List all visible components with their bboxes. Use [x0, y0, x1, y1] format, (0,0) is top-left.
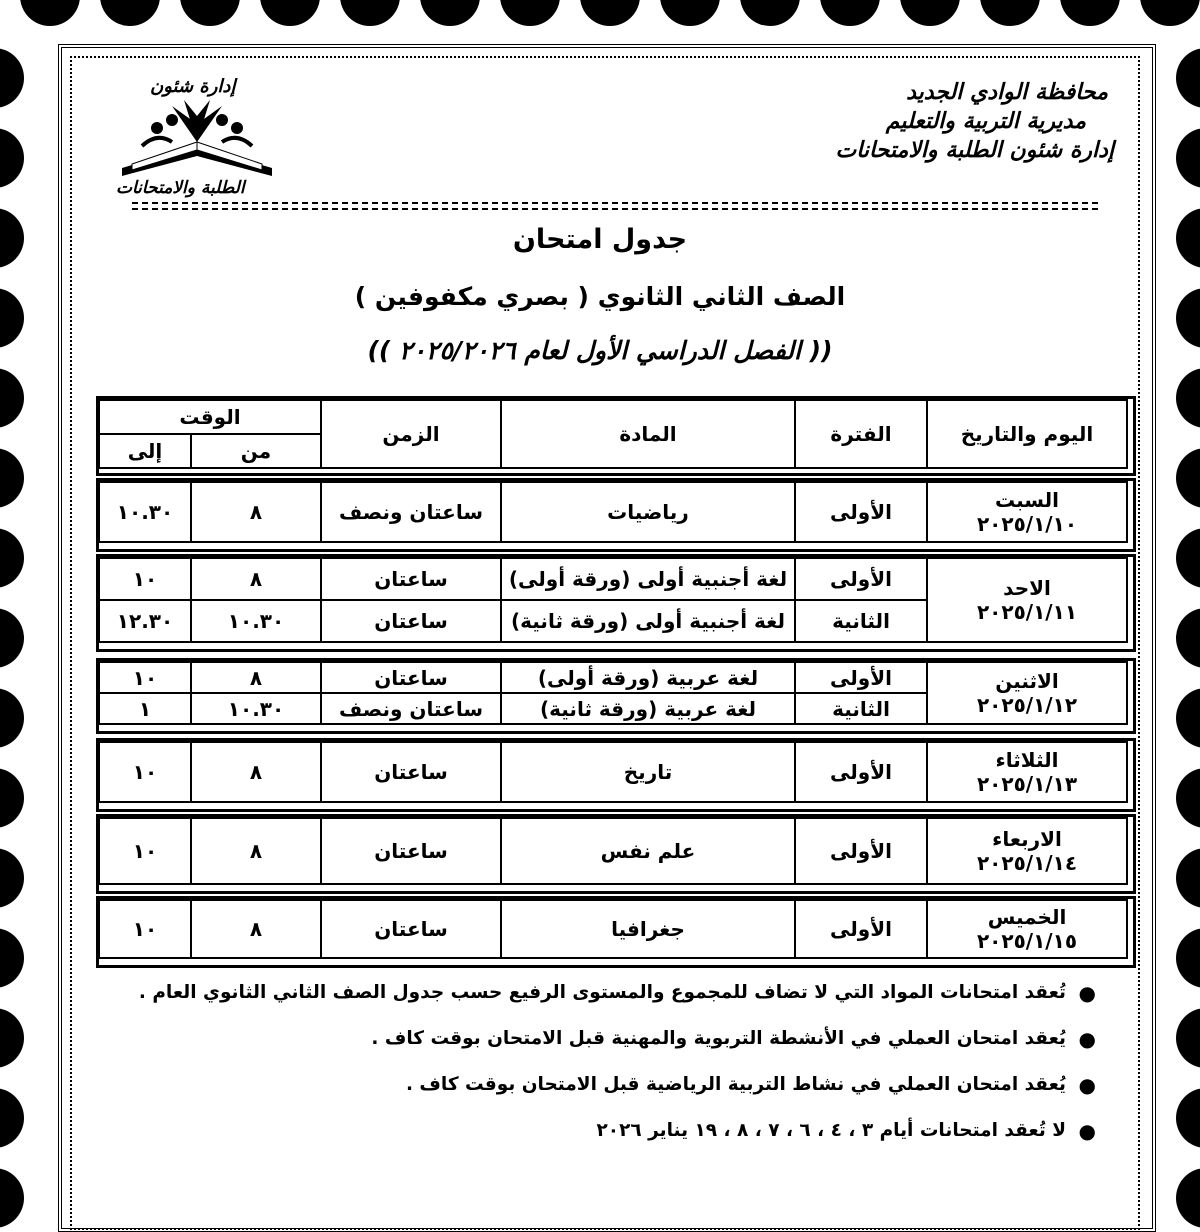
table-row — [99, 662, 1127, 693]
header-divider-2 — [132, 208, 1098, 210]
day-date-cell — [927, 818, 1127, 884]
period-cell: الأولى — [795, 900, 927, 958]
note-text: لا تُعقد امتحانات أيام ٣ ، ٤ ، ٦ ، ٧ ، ٨ ، ١٩ يناير ٢٠٢٦ — [596, 1120, 1066, 1141]
duration-cell: ساعتان — [321, 900, 501, 958]
edge-dot — [820, 0, 880, 26]
subject-cell: جغرافيا — [501, 900, 795, 958]
directorate-name: مديرية التربية والتعليم — [885, 109, 1086, 134]
header-from: من — [191, 434, 321, 468]
edge-dot — [0, 1008, 24, 1068]
department-name: إدارة شئون الطلبة والامتحانات — [835, 138, 1114, 163]
from-cell: ٨ — [191, 900, 321, 958]
table-row — [99, 558, 1127, 600]
duration-cell: ساعتان ونصف — [321, 482, 501, 542]
from-cell: ١٠.٣٠ — [191, 600, 321, 642]
day-name: الاحد — [1003, 576, 1051, 600]
day-date-cell — [927, 662, 1127, 724]
edge-dot — [0, 688, 24, 748]
edge-dot — [740, 0, 800, 26]
header-subject: المادة — [501, 400, 795, 468]
day-table — [98, 817, 1128, 885]
exam-date: ٢٠٢٥/١/١٤ — [976, 851, 1078, 875]
edge-dot — [580, 0, 640, 26]
period-cell: الأولى — [795, 818, 927, 884]
bullet-icon: ● — [1078, 1119, 1096, 1143]
edge-dot — [20, 0, 80, 26]
table-row — [99, 900, 1127, 958]
day-date-cell — [927, 742, 1127, 802]
edge-dot — [0, 848, 24, 908]
bullet-icon: ● — [1078, 1073, 1096, 1097]
duration-cell: ساعتان — [321, 818, 501, 884]
edge-dot — [0, 1088, 24, 1148]
edge-dot — [1176, 448, 1200, 508]
note-item — [100, 1068, 1100, 1102]
day-table — [98, 557, 1128, 643]
edge-dot — [500, 0, 560, 26]
header-to: إلى — [99, 434, 191, 468]
header-period: الفترة — [795, 400, 927, 468]
edge-dot — [1176, 1008, 1200, 1068]
page-title: جدول امتحان — [512, 224, 688, 255]
day-table — [98, 741, 1128, 803]
subject-cell: رياضيات — [501, 482, 795, 542]
to-cell: ١٠ — [99, 818, 191, 884]
edge-dot — [0, 368, 24, 428]
note-text: يُعقد امتحان العملي في نشاط التربية الرياضية قبل الامتحان بوقت كاف . — [405, 1074, 1066, 1095]
header-day-date: اليوم والتاريخ — [927, 400, 1127, 468]
header-duration: الزمن — [321, 400, 501, 468]
duration-cell: ساعتان — [321, 742, 501, 802]
notes-list — [100, 976, 1100, 1160]
header-divider — [132, 202, 1098, 204]
governorate-name: محافظة الوادي الجديد — [906, 80, 1108, 105]
day-table — [98, 481, 1128, 543]
logo-bottom-text: الطلبة والامتحانات — [116, 178, 245, 198]
period-cell: الثانية — [795, 600, 927, 642]
edge-dot — [1060, 0, 1120, 26]
note-item — [100, 1022, 1100, 1056]
edge-dot — [1176, 48, 1200, 108]
edge-dot — [1176, 848, 1200, 908]
exam-date: ٢٠٢٥/١/١٥ — [976, 929, 1078, 953]
from-cell: ٨ — [191, 742, 321, 802]
edge-dot — [1176, 368, 1200, 428]
note-text: تُعقد امتحانات المواد التي لا تضاف للمجموع والمستوى الرفيع حسب جدول الصف الثاني الثانوي العام . — [138, 982, 1066, 1003]
edge-dot — [1176, 928, 1200, 988]
edge-dot — [0, 48, 24, 108]
exam-date: ٢٠٢٥/١/١٠ — [976, 512, 1078, 536]
day-date-cell — [927, 900, 1127, 958]
edge-dot — [1140, 0, 1200, 26]
day-table — [98, 899, 1128, 959]
to-cell: ١٠ — [99, 558, 191, 600]
edge-dot — [1176, 1088, 1200, 1148]
edge-dot — [1176, 688, 1200, 748]
subject-cell: لغة أجنبية أولى (ورقة أولى) — [501, 558, 795, 600]
edge-dot — [1176, 528, 1200, 588]
edge-dot — [1176, 1168, 1200, 1228]
edge-dot — [420, 0, 480, 26]
table-row — [99, 482, 1127, 542]
edge-dot — [660, 0, 720, 26]
note-text: يُعقد امتحان العملي في الأنشطة التربوية والمهنية قبل الامتحان بوقت كاف . — [371, 1028, 1066, 1049]
duration-cell: ساعتان ونصف — [321, 693, 501, 724]
department-logo — [112, 76, 282, 200]
subject-cell: تاريخ — [501, 742, 795, 802]
edge-dot — [0, 1168, 24, 1228]
period-cell: الأولى — [795, 662, 927, 693]
duration-cell: ساعتان — [321, 558, 501, 600]
from-cell: ٨ — [191, 482, 321, 542]
period-cell: الثانية — [795, 693, 927, 724]
day-name: السبت — [994, 488, 1060, 512]
day-date-cell — [927, 558, 1127, 642]
bullet-icon: ● — [1078, 981, 1096, 1005]
day-name: الاثنين — [995, 669, 1059, 693]
to-cell: ١٢.٣٠ — [99, 600, 191, 642]
exam-date: ٢٠٢٥/١/١١ — [976, 600, 1078, 624]
edge-dot — [180, 0, 240, 26]
edge-dot — [0, 768, 24, 828]
exam-date: ٢٠٢٥/١/١٣ — [976, 772, 1078, 796]
from-cell: ٨ — [191, 558, 321, 600]
period-cell: الأولى — [795, 482, 927, 542]
subject-cell: علم نفس — [501, 818, 795, 884]
right-edge-dots — [1176, 0, 1200, 1212]
period-cell: الأولى — [795, 558, 927, 600]
to-cell: ١٠.٣٠ — [99, 482, 191, 542]
authority-header — [835, 80, 1114, 163]
subject-cell: لغة عربية (ورقة أولى) — [501, 662, 795, 693]
edge-dot — [1176, 768, 1200, 828]
to-cell: ١٠ — [99, 662, 191, 693]
subject-cell: لغة أجنبية أولى (ورقة ثانية) — [501, 600, 795, 642]
logo-top-text: إدارة شئون — [150, 76, 236, 97]
to-cell: ١ — [99, 693, 191, 724]
edge-dot — [1176, 128, 1200, 188]
edge-dot — [0, 928, 24, 988]
day-name: الاربعاء — [992, 827, 1062, 851]
grade-title: الصف الثاني الثانوي ( بصري مكفوفين ) — [354, 282, 846, 311]
top-edge-dots — [0, 0, 1200, 26]
edge-dot — [1176, 608, 1200, 668]
bullet-icon: ● — [1078, 1027, 1096, 1051]
edge-dot — [900, 0, 960, 26]
duration-cell: ساعتان — [321, 600, 501, 642]
to-cell: ١٠ — [99, 742, 191, 802]
to-cell: ١٠ — [99, 900, 191, 958]
edge-dot — [340, 0, 400, 26]
edge-dot — [0, 448, 24, 508]
edge-dot — [980, 0, 1040, 26]
edge-dot — [0, 528, 24, 588]
subject-cell: لغة عربية (ورقة ثانية) — [501, 693, 795, 724]
day-date-cell — [927, 482, 1127, 542]
note-item — [100, 1114, 1100, 1148]
edge-dot — [0, 608, 24, 668]
edge-dot — [0, 128, 24, 188]
edge-dot — [260, 0, 320, 26]
period-cell: الأولى — [795, 742, 927, 802]
header-time: الوقت — [99, 400, 321, 434]
term-title: (( الفصل الدراسي الأول لعام ٢٠٢٥/٢٠٢٦ )) — [367, 336, 833, 365]
schedule-header — [98, 399, 1128, 469]
edge-dot — [100, 0, 160, 26]
day-name: الخميس — [987, 905, 1067, 929]
left-edge-dots — [0, 0, 24, 1212]
from-cell: ٨ — [191, 662, 321, 693]
day-name: الثلاثاء — [995, 748, 1059, 772]
from-cell: ٨ — [191, 818, 321, 884]
day-table — [98, 661, 1128, 725]
table-row — [99, 818, 1127, 884]
from-cell: ١٠.٣٠ — [191, 693, 321, 724]
table-row — [99, 742, 1127, 802]
duration-cell: ساعتان — [321, 662, 501, 693]
exam-date: ٢٠٢٥/١/١٢ — [976, 693, 1078, 717]
note-item — [100, 976, 1100, 1010]
